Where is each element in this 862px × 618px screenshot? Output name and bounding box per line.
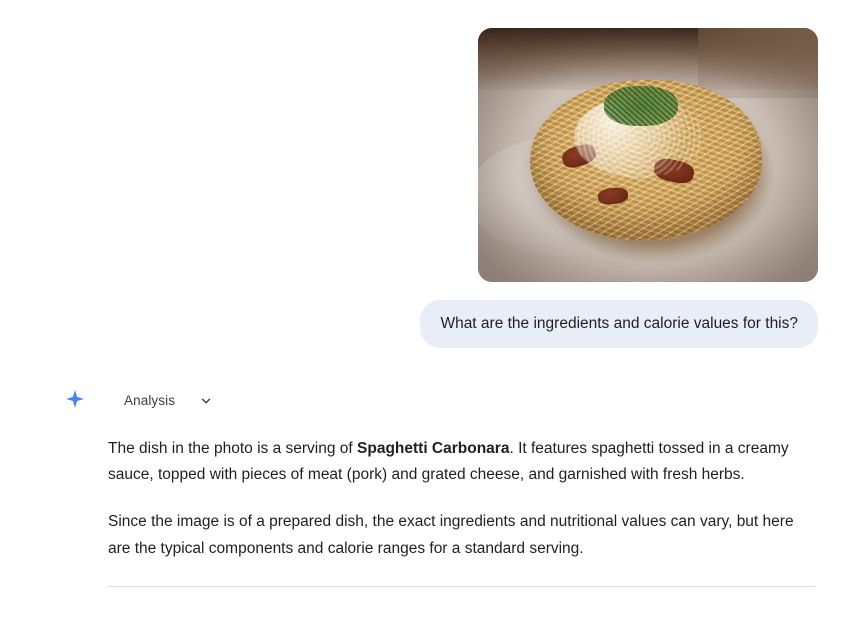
photo-vignette — [478, 28, 818, 282]
assistant-header — [44, 388, 818, 414]
dish-name-bold: Spaghetti Carbonara — [357, 439, 510, 457]
section-divider — [108, 586, 815, 587]
user-attached-image[interactable] — [478, 28, 818, 282]
analysis-label: Analysis — [124, 393, 176, 409]
assistant-response-text — [108, 436, 818, 563]
chevron-down-icon[interactable] — [199, 394, 213, 408]
user-message-bubble: What are the ingredients and calorie values for this? — [420, 300, 818, 348]
assistant-paragraph-2: Since the image is of a prepared dish, the exact ingredients and nutritional values can vary, but here are the typical components and calorie ranges for a standard serving. — [108, 513, 794, 557]
paragraph-1-text-after: . It features spaghetti tossed in a creamy sauce, topped with pieces of meat (pork) and grated cheese, and garnished with fresh herbs. — [108, 439, 789, 484]
sparkle-icon — [62, 388, 88, 414]
paragraph-1-text-before: The dish in the photo is a serving of — [108, 439, 358, 457]
assistant-paragraph-1 — [108, 436, 818, 489]
assistant-turn — [0, 348, 862, 588]
